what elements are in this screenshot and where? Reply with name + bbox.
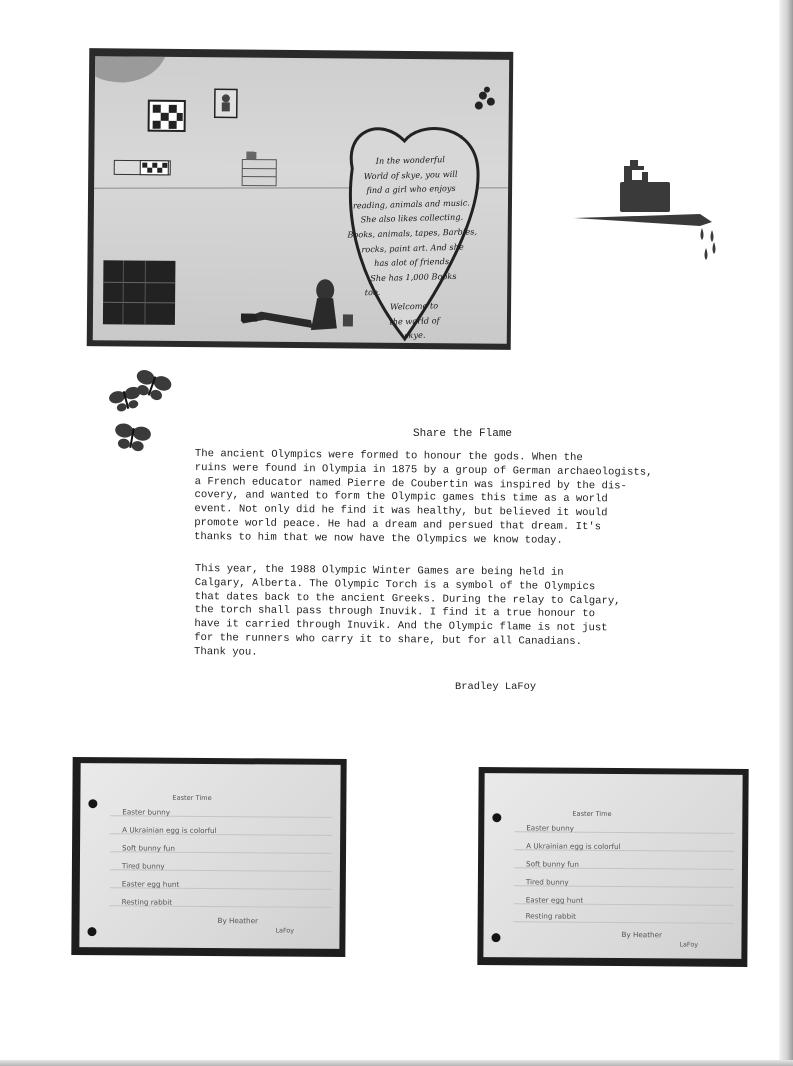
heart-line: reading, animals and music.: [352, 197, 471, 211]
poem-line: Tired bunny: [121, 861, 165, 871]
heart-line: Books, animals, tapes, Barbies,: [347, 226, 478, 240]
heart-line: In the wonderful: [375, 154, 446, 166]
article-paragraph: This year, the 1988 Olympic Winter Games are being held in Calgary, Alberta. The Olympic Torch is a symbol of the Olympics that dates back to the ancient Greeks. During the relay to Calgary, the torch shall pass through Inuvik. I find it a true honour to have it carried through Inuvik. And the Olympic flame is not just for the runners who carry it to share, but for all Canadians. Thank you.: [194, 563, 621, 659]
poem-line: A Ukrainian egg is colorful: [122, 825, 217, 836]
heart-line: rocks, paint art. And she: [361, 241, 464, 254]
poem-line: Tired bunny: [525, 877, 569, 887]
page-edge-shadow: [779, 0, 793, 1066]
heart-line: She has 1,000 Books: [370, 270, 457, 283]
bookcase-drawing: [103, 260, 176, 325]
bed-drawing: [114, 160, 170, 174]
dresser-drawing: [242, 151, 276, 185]
poem-line: A Ukrainian egg is colorful: [526, 841, 621, 852]
poem-byline-surname: LaFoy: [679, 940, 699, 949]
ink-drop-icon: [701, 228, 716, 260]
poem-photo: [477, 767, 748, 967]
poem-line: Soft bunny fun: [525, 859, 579, 869]
checkered-window-drawing: [149, 101, 185, 131]
butterfly-icon: [112, 422, 152, 453]
poem-line: Easter egg hunt: [525, 895, 584, 905]
sun-drawing: [95, 56, 165, 83]
poem-title: Easter Time: [172, 793, 212, 803]
article-title: Share the Flame: [413, 428, 513, 440]
heart-line: find a girl who enjoys: [366, 183, 456, 196]
binder-hole: [88, 799, 97, 808]
binder-hole: [87, 927, 96, 936]
binder-hole: [492, 813, 501, 822]
poem-line: Easter bunny: [526, 823, 574, 833]
heart-line: Welcome to: [389, 300, 439, 312]
poem-line: Easter bunny: [122, 807, 170, 817]
poem-line: Easter egg hunt: [121, 879, 180, 889]
poem-line: Resting rabbit: [121, 897, 173, 907]
butterfly-icon: [108, 385, 144, 414]
article-author: Bradley LaFoy: [455, 681, 537, 693]
heart-line: the world of: [389, 314, 440, 327]
poem-byline-surname: LaFoy: [275, 926, 295, 935]
quill-pen-icon: [574, 214, 712, 226]
poem-line: Resting rabbit: [525, 911, 577, 921]
heart-message: [335, 151, 490, 344]
ruled-line: [514, 921, 734, 924]
teddy-picture-drawing: [215, 89, 237, 117]
poem-title: Easter Time: [572, 809, 612, 818]
binder-hole: [491, 933, 500, 942]
heart-line: World of skye, you will: [363, 168, 458, 181]
heart-line: skye.: [404, 329, 426, 341]
flower-drawing: [475, 87, 495, 110]
page-bottom-edge: [0, 1060, 793, 1066]
heart-line: too.: [364, 287, 381, 298]
poem-photo: [71, 757, 346, 957]
butterflies-decoration: [108, 366, 184, 458]
drawing-paper: [93, 56, 509, 344]
poem-paper: [483, 773, 742, 959]
child-drawing-photo: [87, 48, 514, 350]
heart-line: She also likes collecting.: [360, 212, 464, 225]
poem-byline: By Heather: [217, 916, 259, 926]
butterfly-icon: [131, 368, 173, 404]
article-paragraph: The ancient Olympics were formed to honour the gods. When the ruins were found in Olympia in 1875 by a group of German archaeologists, a French educator named Pierre de Coubertin was inspired by the dis- covery, and wanted to form the Olympic games this time as a world event. Not only did he find it was healthy, but believed it would promote world peace. He had a dream and persued that dream. It's thanks to him that we now have the Olympics we know today.: [194, 448, 653, 547]
poem-line: Soft bunny fun: [122, 843, 175, 853]
poem-paper: [79, 763, 340, 949]
poem-byline: By Heather: [621, 930, 663, 940]
inkwell-decoration: [572, 156, 722, 266]
inkwell-icon: [620, 160, 670, 212]
girl-reading-drawing: [241, 278, 353, 330]
heart-line: has alot of friends.: [374, 256, 452, 269]
